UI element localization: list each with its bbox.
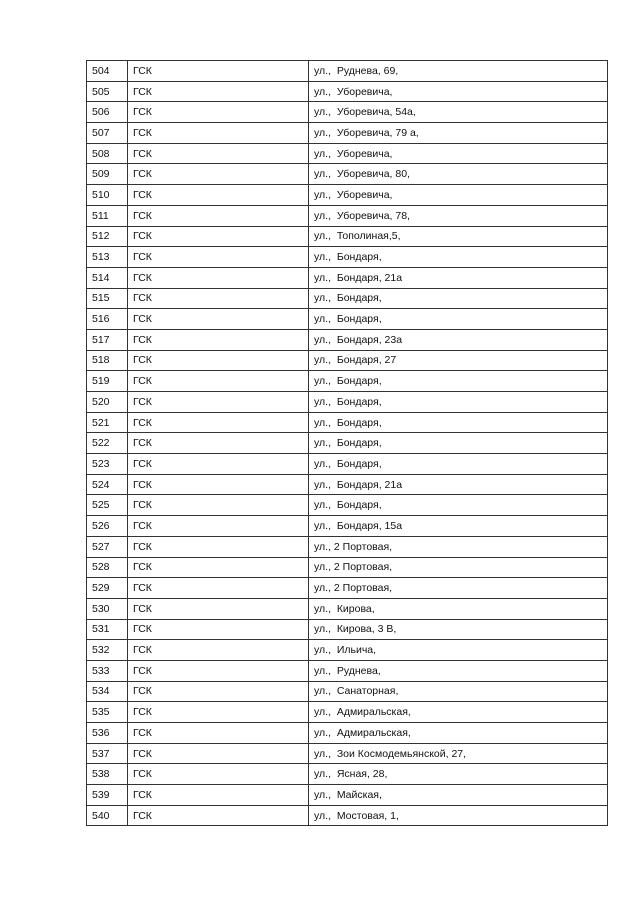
table-row — [87, 143, 608, 164]
address-cell: ул., Уборевича, 54а, — [309, 102, 608, 123]
row-number-cell: 529 — [87, 578, 128, 599]
address-cell: ул., Уборевича, 80, — [309, 164, 608, 185]
type-cell: ГСК — [128, 785, 309, 806]
type-cell: ГСК — [128, 61, 309, 82]
address-cell: ул., Уборевича, — [309, 143, 608, 164]
table-body — [87, 61, 608, 826]
table-row — [87, 123, 608, 144]
garage-cooperatives-table — [86, 60, 608, 826]
type-cell: ГСК — [128, 702, 309, 723]
table-row — [87, 412, 608, 433]
row-number-cell: 531 — [87, 619, 128, 640]
row-number-cell: 507 — [87, 123, 128, 144]
table-row — [87, 660, 608, 681]
type-cell: ГСК — [128, 247, 309, 268]
type-cell: ГСК — [128, 454, 309, 475]
type-cell: ГСК — [128, 205, 309, 226]
type-cell: ГСК — [128, 81, 309, 102]
address-cell: ул., Бондаря, 21а — [309, 267, 608, 288]
type-cell: ГСК — [128, 288, 309, 309]
row-number-cell: 514 — [87, 267, 128, 288]
table-row — [87, 61, 608, 82]
row-number-cell: 511 — [87, 205, 128, 226]
type-cell: ГСК — [128, 578, 309, 599]
type-cell: ГСК — [128, 516, 309, 537]
address-cell: ул., Зои Космодемьянской, 27, — [309, 743, 608, 764]
row-number-cell: 526 — [87, 516, 128, 537]
address-cell: ул., Адмиральская, — [309, 723, 608, 744]
type-cell: ГСК — [128, 392, 309, 413]
row-number-cell: 537 — [87, 743, 128, 764]
row-number-cell: 523 — [87, 454, 128, 475]
address-cell: ул., Бондаря, 21а — [309, 474, 608, 495]
address-cell: ул., Бондаря, — [309, 454, 608, 475]
address-cell: ул., Уборевича, 79 а, — [309, 123, 608, 144]
table-row — [87, 392, 608, 413]
address-cell: ул., Бондаря, — [309, 392, 608, 413]
row-number-cell: 520 — [87, 392, 128, 413]
table-row — [87, 185, 608, 206]
type-cell: ГСК — [128, 350, 309, 371]
address-cell: ул., Бондаря, — [309, 495, 608, 516]
table-row — [87, 702, 608, 723]
row-number-cell: 536 — [87, 723, 128, 744]
type-cell: ГСК — [128, 102, 309, 123]
table-row — [87, 805, 608, 826]
table-row — [87, 557, 608, 578]
type-cell: ГСК — [128, 433, 309, 454]
row-number-cell: 532 — [87, 640, 128, 661]
row-number-cell: 525 — [87, 495, 128, 516]
table-row — [87, 598, 608, 619]
type-cell: ГСК — [128, 723, 309, 744]
row-number-cell: 505 — [87, 81, 128, 102]
row-number-cell: 515 — [87, 288, 128, 309]
table-row — [87, 454, 608, 475]
address-cell: ул., Бондаря, 27 — [309, 350, 608, 371]
table-row — [87, 371, 608, 392]
table-row — [87, 247, 608, 268]
address-cell: ул., Тополиная,5, — [309, 226, 608, 247]
row-number-cell: 522 — [87, 433, 128, 454]
type-cell: ГСК — [128, 123, 309, 144]
address-cell: ул., Кирова, 3 В, — [309, 619, 608, 640]
row-number-cell: 508 — [87, 143, 128, 164]
type-cell: ГСК — [128, 743, 309, 764]
table-row — [87, 516, 608, 537]
table-row — [87, 619, 608, 640]
table-row — [87, 723, 608, 744]
row-number-cell: 509 — [87, 164, 128, 185]
type-cell: ГСК — [128, 598, 309, 619]
type-cell: ГСК — [128, 143, 309, 164]
table-row — [87, 288, 608, 309]
address-cell: ул., 2 Портовая, — [309, 536, 608, 557]
type-cell: ГСК — [128, 164, 309, 185]
address-cell: ул., Бондаря, — [309, 247, 608, 268]
type-cell: ГСК — [128, 557, 309, 578]
table-row — [87, 267, 608, 288]
address-cell: ул., Ясная, 28, — [309, 764, 608, 785]
type-cell: ГСК — [128, 495, 309, 516]
address-cell: ул., Бондаря, 15а — [309, 516, 608, 537]
address-cell: ул., 2 Портовая, — [309, 578, 608, 599]
row-number-cell: 512 — [87, 226, 128, 247]
row-number-cell: 527 — [87, 536, 128, 557]
address-cell: ул., Санаторная, — [309, 681, 608, 702]
row-number-cell: 521 — [87, 412, 128, 433]
type-cell: ГСК — [128, 267, 309, 288]
table-row — [87, 81, 608, 102]
table-row — [87, 205, 608, 226]
row-number-cell: 524 — [87, 474, 128, 495]
type-cell: ГСК — [128, 640, 309, 661]
row-number-cell: 533 — [87, 660, 128, 681]
table-row — [87, 785, 608, 806]
type-cell: ГСК — [128, 805, 309, 826]
table-row — [87, 743, 608, 764]
row-number-cell: 513 — [87, 247, 128, 268]
row-number-cell: 538 — [87, 764, 128, 785]
table-row — [87, 433, 608, 454]
table-row — [87, 578, 608, 599]
address-cell: ул., Адмиральская, — [309, 702, 608, 723]
address-cell: ул., Руднева, 69, — [309, 61, 608, 82]
table-row — [87, 536, 608, 557]
table-row — [87, 329, 608, 350]
row-number-cell: 528 — [87, 557, 128, 578]
type-cell: ГСК — [128, 474, 309, 495]
table-row — [87, 164, 608, 185]
row-number-cell: 510 — [87, 185, 128, 206]
table-row — [87, 640, 608, 661]
row-number-cell: 506 — [87, 102, 128, 123]
address-cell: ул., Бондаря, — [309, 371, 608, 392]
address-cell: ул., Мостовая, 1, — [309, 805, 608, 826]
row-number-cell: 539 — [87, 785, 128, 806]
address-cell: ул., Уборевича, — [309, 185, 608, 206]
row-number-cell: 540 — [87, 805, 128, 826]
address-cell: ул., Ильича, — [309, 640, 608, 661]
address-cell: ул., 2 Портовая, — [309, 557, 608, 578]
table-row — [87, 226, 608, 247]
table-row — [87, 309, 608, 330]
address-cell: ул., Уборевича, — [309, 81, 608, 102]
address-cell: ул., Бондаря, — [309, 412, 608, 433]
table-row — [87, 495, 608, 516]
row-number-cell: 534 — [87, 681, 128, 702]
row-number-cell: 519 — [87, 371, 128, 392]
type-cell: ГСК — [128, 660, 309, 681]
type-cell: ГСК — [128, 371, 309, 392]
address-cell: ул., Бондаря, — [309, 309, 608, 330]
type-cell: ГСК — [128, 329, 309, 350]
address-cell: ул., Бондаря, — [309, 288, 608, 309]
table-row — [87, 681, 608, 702]
address-cell: ул., Кирова, — [309, 598, 608, 619]
row-number-cell: 516 — [87, 309, 128, 330]
table-row — [87, 764, 608, 785]
table-row — [87, 350, 608, 371]
table-row — [87, 474, 608, 495]
type-cell: ГСК — [128, 226, 309, 247]
row-number-cell: 517 — [87, 329, 128, 350]
type-cell: ГСК — [128, 619, 309, 640]
type-cell: ГСК — [128, 764, 309, 785]
table-row — [87, 102, 608, 123]
type-cell: ГСК — [128, 681, 309, 702]
row-number-cell: 535 — [87, 702, 128, 723]
row-number-cell: 504 — [87, 61, 128, 82]
address-cell: ул., Бондаря, 23а — [309, 329, 608, 350]
row-number-cell: 518 — [87, 350, 128, 371]
type-cell: ГСК — [128, 412, 309, 433]
row-number-cell: 530 — [87, 598, 128, 619]
address-cell: ул., Руднева, — [309, 660, 608, 681]
address-cell: ул., Уборевича, 78, — [309, 205, 608, 226]
address-cell: ул., Бондаря, — [309, 433, 608, 454]
type-cell: ГСК — [128, 185, 309, 206]
type-cell: ГСК — [128, 309, 309, 330]
address-cell: ул., Майская, — [309, 785, 608, 806]
type-cell: ГСК — [128, 536, 309, 557]
